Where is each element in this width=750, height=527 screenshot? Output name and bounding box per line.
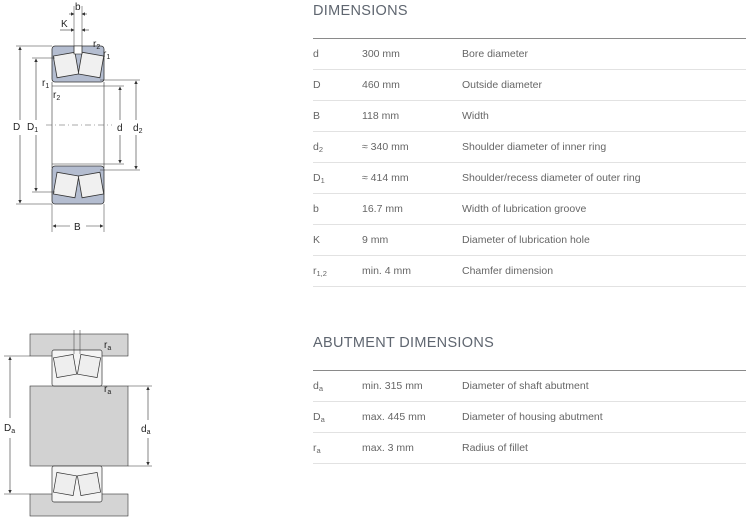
label-ra-inner: $r_a$	[104, 384, 112, 396]
description-cell: Width	[462, 101, 746, 132]
description-cell: Shoulder diameter of inner ring	[462, 132, 746, 163]
symbol-cell: K	[313, 225, 362, 256]
value-cell: 9 mm	[362, 225, 462, 256]
symbol-cell: D	[313, 70, 362, 101]
label-r1-left: $r_1$	[42, 78, 50, 90]
table-row	[313, 163, 746, 194]
label-b: b	[75, 2, 81, 13]
table-row	[313, 70, 746, 101]
label-K: K	[61, 19, 68, 30]
abutment-cross-section-drawing	[0, 328, 160, 522]
abutment-dimensions-table	[313, 370, 746, 464]
description-cell: Width of lubrication groove	[462, 194, 746, 225]
label-D: D	[13, 122, 21, 133]
table-row	[313, 256, 746, 287]
label-B: B	[74, 222, 81, 233]
description-cell: Outside diameter	[462, 70, 746, 101]
table-row	[313, 132, 746, 163]
symbol-cell: d	[313, 39, 362, 70]
label-r1-top: $r_1$	[103, 49, 111, 61]
label-r2-inner: $r_2$	[53, 90, 61, 102]
table-row	[313, 225, 746, 256]
description-cell: Diameter of lubrication hole	[462, 225, 746, 256]
label-ra-top: $r_a$	[104, 340, 112, 352]
table-row	[313, 371, 746, 402]
shaft	[30, 386, 128, 466]
value-cell: ≈ 340 mm	[362, 132, 462, 163]
value-cell: max. 3 mm	[362, 433, 462, 464]
symbol-cell: B	[313, 101, 362, 132]
symbol-cell: b	[313, 194, 362, 225]
value-cell: 460 mm	[362, 70, 462, 101]
symbol-cell: $d_a$	[313, 371, 362, 402]
label-da: $d_a$	[141, 424, 151, 436]
value-cell: 118 mm	[362, 101, 462, 132]
abutment-dimensions-diagram	[0, 328, 160, 527]
description-cell: Chamfer dimension	[462, 256, 746, 287]
symbol-cell: $d_2$	[313, 132, 362, 163]
value-cell: ≈ 414 mm	[362, 163, 462, 194]
description-cell: Radius of fillet	[462, 433, 746, 464]
value-cell: 300 mm	[362, 39, 462, 70]
label-d2: $d_2$	[133, 123, 143, 135]
description-cell: Diameter of housing abutment	[462, 402, 746, 433]
symbol-cell: $r_a$	[313, 433, 362, 464]
table-row	[313, 194, 746, 225]
value-cell: min. 4 mm	[362, 256, 462, 287]
label-D1: $D_1$	[27, 122, 39, 134]
description-cell: Bore diameter	[462, 39, 746, 70]
table-row	[313, 402, 746, 433]
bearing-dimensions-diagram	[0, 0, 160, 245]
table-row	[313, 433, 746, 464]
dimensions-table	[313, 38, 746, 287]
dimensions-heading: DIMENSIONS	[313, 3, 408, 19]
label-r2-top: $r_2$	[93, 39, 101, 51]
table-row	[313, 101, 746, 132]
table-row	[313, 39, 746, 70]
outer-ring-bottom	[52, 166, 104, 204]
value-cell: 16.7 mm	[362, 194, 462, 225]
value-cell: min. 315 mm	[362, 371, 462, 402]
symbol-cell: $r_{1,2}$	[313, 256, 362, 287]
abutment-dimensions-heading: ABUTMENT DIMENSIONS	[313, 335, 495, 351]
symbol-cell: $D_a$	[313, 402, 362, 433]
outer-ring-top	[52, 46, 104, 82]
bearing-cross-section-drawing	[0, 0, 160, 240]
value-cell: max. 445 mm	[362, 402, 462, 433]
description-cell: Shoulder/recess diameter of outer ring	[462, 163, 746, 194]
description-cell: Diameter of shaft abutment	[462, 371, 746, 402]
label-Da: $D_a$	[4, 423, 16, 435]
label-d: d	[117, 123, 123, 134]
symbol-cell: $D_1$	[313, 163, 362, 194]
